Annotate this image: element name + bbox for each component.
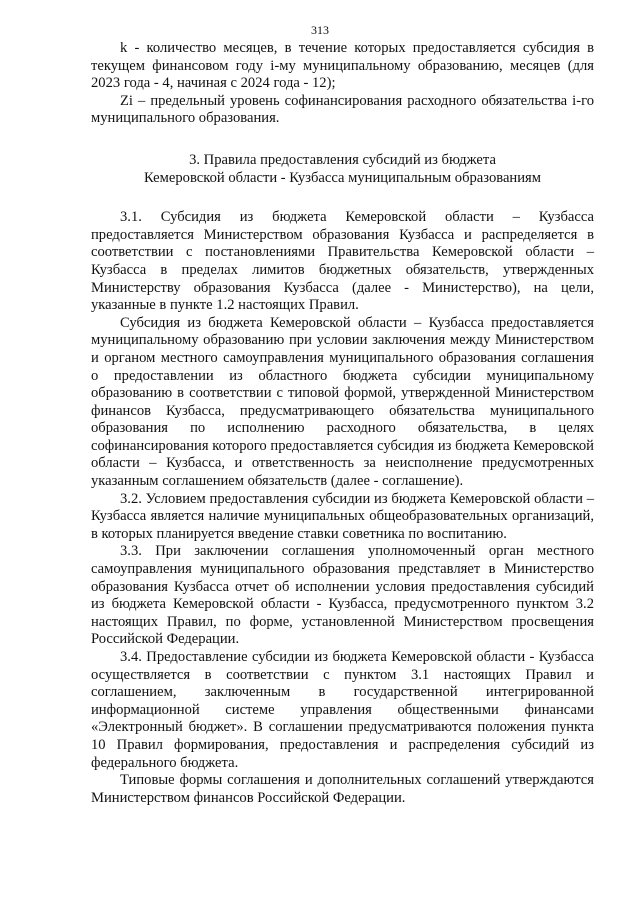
page-number: 313 — [311, 23, 329, 37]
paragraph-k-months: k - количество месяцев, в течение которых предоставляется субсидия в текущем финансовом году i-му муниципальному образованию, месяцев (для 2023 года - 4, начиная с 2024 года - 12); — [91, 40, 594, 92]
paragraph-3-4: 3.4. Предоставление субсидии из бюджета Кемеровской области - Кузбасса осуществляется в соответствии с пунктом 3.1 настоящих Правил и соглашением, заключенным в государственной интегрированной информационной системе управления общественными финансами «Электронный бюджет». В соглашении предусматриваются положения пункта 10 Правил формирования, предоставления и распределения субсидий из федерального бюджета. — [91, 649, 594, 771]
paragraph-3-1: 3.1. Субсидия из бюджета Кемеровской области – Кузбасса предоставляется Министерством образования Кузбасса и распределяется в соответствии с постановлениями Правительства Кемеровской области – Кузбасса в пределах лимитов бюджетных обязательств, утвержденных Министерству образования Кузбасса (далее - Министерство), на цели, указанные в пункте 1.2 настоящих Правил. — [91, 209, 594, 314]
paragraph-3-3: 3.3. При заключении соглашения уполномоченный орган местного самоуправления муниципального образования представляет в Министерство образования Кузбасса отчет об исполнении условия предоставления субсидий из бюджета Кемеровской области - Кузбасса, предусмотренного пунктом 3.2 настоящих Правил, по форме, установленной Министерством просвещения Российской Федерации. — [91, 543, 594, 648]
paragraph-3-2: 3.2. Условием предоставления субсидии из бюджета Кемеровской области – Кузбасса является наличие муниципальных общеобразовательных организаций, в которых планируется введение ставки советника по воспитанию. — [91, 490, 594, 542]
paragraph-subsidy-agreement: Субсидия из бюджета Кемеровской области – Кузбасса предоставляется муниципальному образованию при условии заключения между Министерством и органом местного самоуправления муниципального образования соглашения о предоставлении из областного бюджета субсидии муниципальному образованию в соответствии с типовой формой, утвержденной Министерством финансов Кузбасса, предусматривающего обязательства муниципального образования по исполнению расходного обязательства, в целях софинансирования которого предоставляется субсидия из бюджета Кемеровской области – Кузбасса, и ответственность за неисполнение предусмотренных указанным соглашением обязательств (далее - соглашение). — [91, 314, 594, 490]
document-body — [91, 40, 594, 807]
section-heading — [91, 152, 594, 187]
paragraph-standard-forms: Типовые формы соглашения и дополнительных соглашений утверждаются Министерством финансов Российской Федерации. — [91, 772, 594, 806]
section-heading-line-1: 3. Правила предоставления субсидий из бюджета — [189, 151, 496, 168]
section-heading-line-2: Кемеровской области - Кузбасса муниципальным образованиям — [144, 169, 541, 186]
paragraph-zi-cofinancing: Zi – предельный уровень софинансирования расходного обязательства i-го муниципального образования. — [91, 92, 594, 127]
